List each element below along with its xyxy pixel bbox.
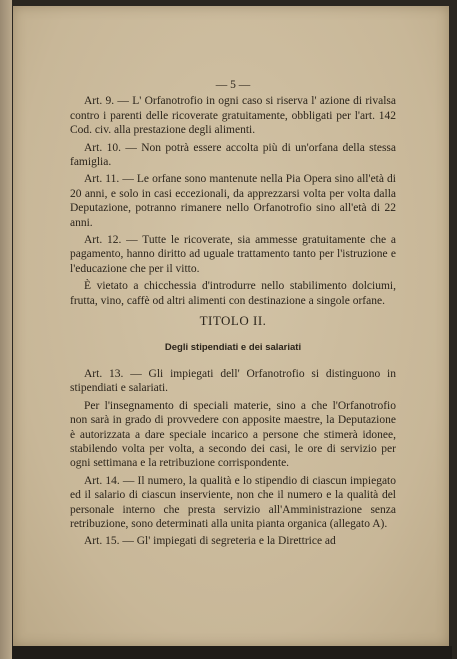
page-text bbox=[70, 78, 396, 552]
article-10: Art. 10. — Non potrà essere accolta più di un'orfana della stessa famiglia. bbox=[70, 141, 396, 169]
article-14: Art. 14. — Il numero, la qualità e lo stipendio di ciascun impiegato ed il salario di ciascun inserviente, non che il numero e la qualità del personale interno che presta servizio all'Amministrazione senza retribuzione, sono determinati alla unita pianta organica (allegato A). bbox=[70, 474, 396, 530]
article-15: Art. 15. — Gl' impiegati di segreteria e la Direttrice ad bbox=[84, 535, 336, 548]
page-number: — 5 — bbox=[215, 79, 251, 91]
article-11: Art. 11. — Le orfane sono mantenute nella Pia Opera sino all'età di 20 anni, e solo in casi eccezionali, da apprezzarsi volta per volta dalla Deputazione, potranno rimanere nello Orfanotrofio sino all'età di 22 anni. bbox=[70, 173, 396, 229]
section-title: TITOLO II. bbox=[199, 313, 267, 329]
scan-bottom-edge bbox=[12, 646, 452, 659]
article-13-paragraph-2: Per l'insegnamento di speciali materie, sino a che l'Orfanotrofio non sarà in grado di provvedere con apposite maestre, la Deputazione è autorizzata a dare speciale incarico a persone che stimerà idonee, stabilendo volta per volta, a secondo dei casi, le ore di servizio per ogni settimana e la retribuzione corrispondente. bbox=[70, 399, 396, 470]
book-spine-edge bbox=[0, 0, 12, 659]
article-12-paragraph-2: È vietato a chicchessia d'introdurre nello stabilimento dolciumi, frutta, vino, caffè od altri alimenti con destinazione a singole orfane. bbox=[70, 280, 396, 307]
article-9: Art. 9. — L' Orfanotrofio in ogni caso si riserva l' azione di rivalsa contro i parenti delle ricoverate gratuitamente, obbligati per l'art. 142 Cod. civ. alla prestazione degli alimenti. bbox=[70, 95, 396, 137]
article-13: Art. 13. — Gli impiegati dell' Orfanotrofio si distinguono in stipendiati e salariati. bbox=[70, 367, 396, 395]
section-subtitle: Degli stipendiati e dei salariati bbox=[164, 341, 302, 353]
article-12: Art. 12. — Tutte le ricoverate, sia ammesse gratuitamente che a pagamento, hanno diritto ad uguale trattamento tanto per l'istruzione e l'educazione che per il vitto. bbox=[70, 234, 396, 275]
